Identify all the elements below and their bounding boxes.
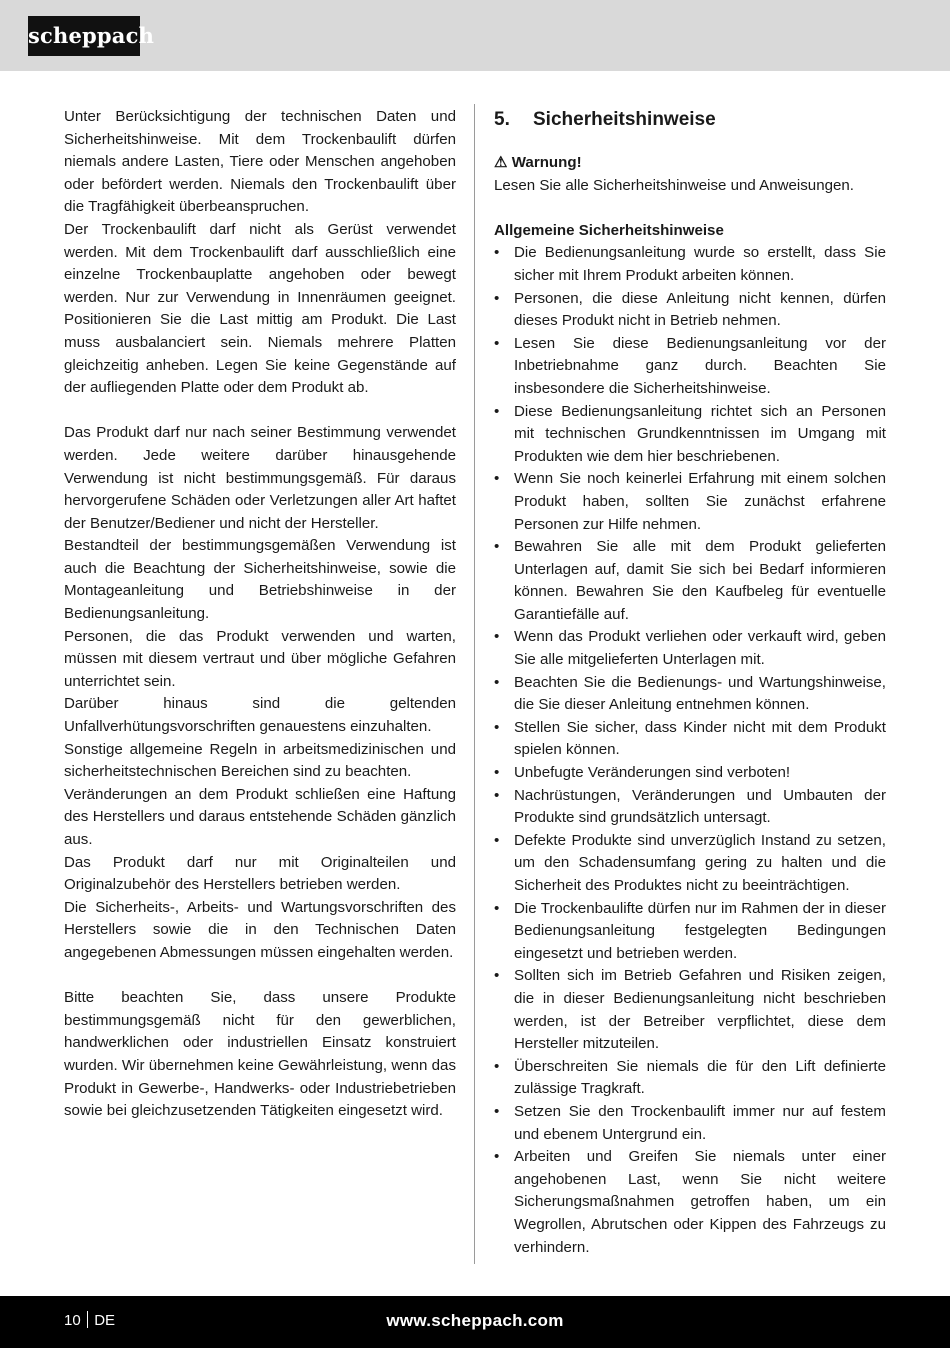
paragraph: Das Produkt darf nur nach seiner Bestimmung verwendet werden. Jede weitere darüber hinausgehende Verwendung ist nicht bestimmungsgemäß. Für daraus hervorgerufene Schäden oder Verletzungen aller Art haftet der Benutzer/Bediener und nicht der Hersteller. — [64, 424, 456, 532]
scheppach-logo: scheppach — [28, 16, 140, 56]
section-heading — [494, 107, 886, 133]
warning-heading — [494, 152, 886, 175]
bullet-item — [494, 288, 886, 333]
paragraph: Unter Berücksichtigung der technischen Daten und Sicherheitshinweise. Mit dem Trockenbaulift dürfen niemals andere Lasten, Tiere oder Menschen angehoben oder befördert werden. Niemals den Trockenbaulift über die Tragfähigkeit überbeanspruchen. — [64, 108, 456, 216]
right-text-column — [494, 106, 886, 1259]
bullet-item — [494, 626, 886, 671]
bullet-dot: • — [494, 402, 500, 420]
bullet-dot: • — [494, 899, 500, 917]
bullet-item — [494, 468, 886, 536]
column-divider — [474, 104, 475, 1264]
section-title: Sicherheitshinweise — [533, 109, 716, 130]
bullet-item — [494, 401, 886, 469]
bullet-item — [494, 1146, 886, 1259]
paragraph: Veränderungen an dem Produkt schließen eine Haftung des Herstellers und daraus entstehende Schäden gänzlich aus. — [64, 785, 456, 848]
subheading: Allgemeine Sicherheitshinweise — [494, 221, 724, 239]
website-url: www.scheppach.com — [386, 1311, 564, 1330]
bullet-text: Lesen Sie diese Bedienungsanleitung vor der Inbetriebnahme ganz durch. Beachten Sie insbesondere die Sicherheitshinweise. — [514, 334, 886, 397]
bullet-dot: • — [494, 967, 500, 985]
warning-text: Lesen Sie alle Sicherheitshinweise und Anweisungen. — [494, 176, 854, 194]
bullet-item — [494, 785, 886, 830]
bullet-item — [494, 830, 886, 898]
bullet-item — [494, 762, 886, 785]
bullet-text: Sollten sich im Betrieb Gefahren und Risiken zeigen, die in dieser Bedienungsanleitung nicht beschrieben werden, ist der Betreiber verpflichtet, diese dem Hersteller mitzuteilen. — [514, 967, 886, 1053]
paragraph: Der Trockenbaulift darf nicht als Gerüst verwendet werden. Mit dem Trockenbaulift darf ausschließlich eine einzelne Trockenbauplatte angehoben oder bewegt werden. Nur zur Verwendung in Innenräumen geeignet. Positionieren Sie die Last mittig am Produkt. Die Last muss ausbalanciert sein. Niemals mehrere Platten gleichzeitig anheben. Legen Sie keine Gegenstände auf der aufliegenden Platte oder dem Produkt ab. — [64, 220, 456, 397]
bullet-text: Bewahren Sie alle mit dem Produkt gelieferten Unterlagen auf, damit Sie sich bei Bedarf informieren können. Bewahren Sie den Kaufbeleg für eventuelle Garantiefälle auf. — [514, 538, 886, 623]
paragraph: Sonstige allgemeine Regeln in arbeitsmedizinischen und sicherheitstechnischen Bereichen sind zu beachten. — [64, 740, 456, 781]
bullet-text: Überschreiten Sie niemals die für den Lift definierte zulässige Tragkraft. — [514, 1057, 886, 1098]
bullet-item — [494, 1101, 886, 1146]
bullet-dot: • — [494, 673, 500, 691]
bullet-text: Wenn Sie noch keinerlei Erfahrung mit einem solchen Produkt haben, sollten Sie zunächst erfahrene Personen zur Hilfe nehmen. — [514, 470, 886, 533]
bullet-text: Die Bedienungsanleitung wurde so erstellt, dass Sie sicher mit Ihrem Produkt arbeiten können. — [514, 244, 886, 284]
paragraph: Die Sicherheits-, Arbeits- und Wartungsvorschriften des Herstellers sowie die in den Technischen Daten angegebenen Abmessungen müssen eingehalten werden. — [64, 898, 456, 961]
bullet-text: Diese Bedienungsanleitung richtet sich an Personen mit technischen Grundkenntnissen im Umgang mit Produkten wie dem hier beschriebenen. — [514, 402, 886, 465]
paragraph: Darüber hinaus sind die geltenden Unfallverhütungsvorschriften genauestens einzuhalten. — [64, 695, 456, 736]
bullet-text: Nachrüstungen, Veränderungen und Umbauten der Produkte sind grundsätzlich untersagt. — [514, 786, 886, 827]
paragraph: Bitte beachten Sie, dass unsere Produkte bestimmungsgemäß nicht für den gewerblichen, handwerklichen oder industriellen Einsatz konstruiert wurden. Wir übernehmen keine Gewährleistung, wenn das Produkt in Gewerbe-, Handwerks- oder Industriebetrieben sowie bei gleichzusetzenden Tätigkeiten eingesetzt wird. — [64, 989, 456, 1120]
bullet-dot: • — [494, 1102, 500, 1120]
bullet-item — [494, 333, 886, 401]
bullet-item — [494, 898, 886, 966]
bullet-dot: • — [494, 289, 500, 307]
bullet-text: Stellen Sie sicher, dass Kinder nicht mit dem Produkt spielen können. — [514, 718, 886, 759]
bullet-item — [494, 242, 886, 287]
left-text-column — [64, 106, 456, 1123]
bullet-text: Unbefugte Veränderungen sind verboten! — [514, 764, 791, 782]
bullet-dot: • — [494, 1057, 500, 1075]
paragraph: Personen, die das Produkt verwenden und warten, müssen mit diesem vertraut und über mögliche Gefahren unterrichtet sein. — [64, 627, 456, 690]
bullet-text: Die Trockenbaulifte dürfen nur im Rahmen der in dieser Bedienungsanleitung festgelegten Bedingungen eingesetzt und betrieben werden. — [514, 899, 886, 962]
bullet-dot: • — [494, 334, 500, 352]
bullet-item — [494, 536, 886, 626]
language-code: DE — [94, 1312, 116, 1329]
bullet-text: Arbeiten und Greifen Sie niemals unter einer angehobenen Last, wenn Sie nicht weitere Sicherungsmaßnahmen getroffen haben, um ein Wegrollen, Abrutschen oder Kippen des Fahrzeugs zu verhindern. — [514, 1148, 886, 1256]
bullet-item — [494, 717, 886, 762]
safety-bullet-list — [494, 242, 886, 1259]
warning-triangle-icon: ⚠ — [494, 154, 508, 171]
bullet-dot: • — [494, 628, 500, 646]
bullet-dot: • — [494, 470, 500, 488]
paragraph: Bestandteil der bestimmungsgemäßen Verwendung ist auch die Beachtung der Sicherheitshinweise, sowie die Montageanleitung und Betriebshinweise in der Bedienungsanleitung. — [64, 537, 456, 623]
bullet-text: Wenn das Produkt verliehen oder verkauft wird, geben Sie alle mitgelieferten Unterlagen mit. — [514, 628, 886, 669]
bullet-text: Personen, die diese Anleitung nicht kennen, dürfen dieses Produkt nicht in Betrieb nehmen. — [514, 289, 886, 330]
bullet-item — [494, 1056, 886, 1101]
bullet-text: Setzen Sie den Trockenbaulift immer nur auf festem und ebenem Untergrund ein. — [514, 1102, 886, 1143]
bullet-dot: • — [494, 538, 500, 556]
section-number: 5. — [494, 109, 510, 130]
paragraph: Das Produkt darf nur mit Originalteilen und Originalzubehör des Herstellers betrieben werden. — [64, 853, 456, 894]
bullet-item — [494, 672, 886, 717]
page-header — [0, 0, 950, 71]
bullet-dot: • — [494, 831, 500, 849]
bullet-dot: • — [494, 1148, 500, 1166]
bullet-dot: • — [494, 244, 500, 262]
page-footer — [0, 1296, 950, 1348]
bullet-dot: • — [494, 786, 500, 804]
bullet-dot: • — [494, 718, 500, 736]
bullet-text: Defekte Produkte sind unverzüglich Instand zu setzen, um den Schadensumfang gering zu halten und die Sicherheit des Produktes nicht zu beeinträchtigen. — [514, 831, 886, 894]
bullet-item — [494, 965, 886, 1055]
page-number: 10 — [64, 1312, 81, 1329]
bullet-text: Beachten Sie die Bedienungs- und Wartungshinweise, die Sie dieser Anleitung entnehmen können. — [514, 673, 886, 714]
warning-label: Warnung! — [511, 154, 582, 171]
bullet-dot: • — [494, 764, 500, 782]
